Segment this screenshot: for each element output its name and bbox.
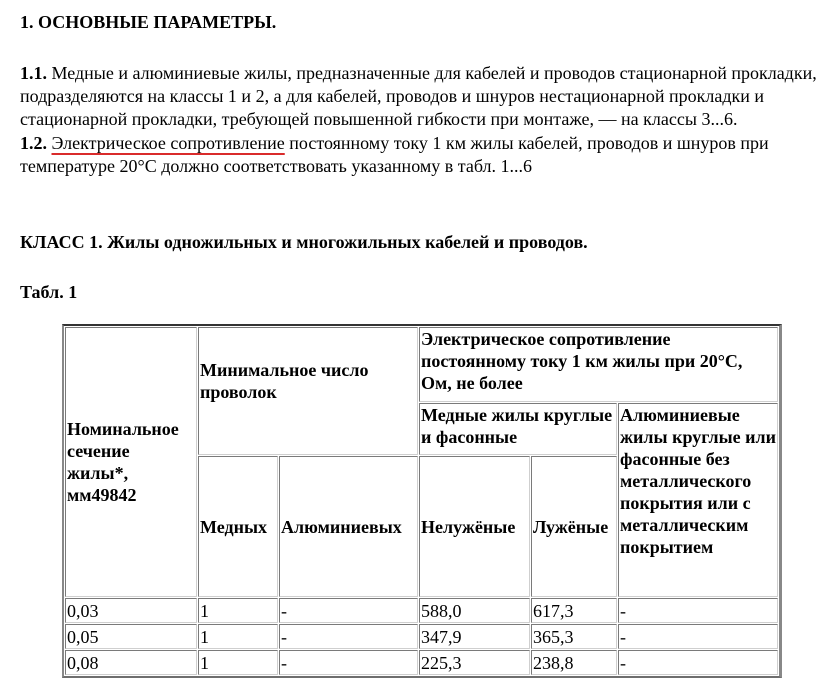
cell-aluminum-wires: -: [279, 624, 418, 649]
cell-section: 0,03: [65, 598, 197, 623]
clause-1-2-text: постоянному току 1 км жилы кабелей, проводов и шнуров при температуре 20°С должно соответствовать указанному в табл. 1...6: [20, 132, 769, 176]
cell-section: 0,05: [65, 624, 197, 649]
cell-tinned: 617,3: [531, 598, 617, 623]
table-row: [65, 598, 778, 623]
header-untinned: Нелужёные: [419, 456, 530, 597]
clause-1-1-text: Медные и алюминиевые жилы, предназначенные для кабелей и проводов стационарной прокладки, подразделяются на классы 1 и 2, а для кабелей, проводов и шнуров нестационарной прокладки и стационарной прокладки, требующей повышенной гибкости при монтаже, — на классы 3...6.: [20, 63, 817, 130]
cell-aluminum-resistance: -: [618, 624, 778, 649]
header-aluminum: Алюминиевых: [279, 456, 418, 597]
resistance-table: [62, 324, 782, 678]
header-resistance: Электрическое сопротивление постоянному току 1 км жилы при 20°С, Ом, не более: [419, 327, 778, 402]
cell-untinned: 225,3: [419, 650, 530, 675]
cell-copper-wires: 1: [198, 624, 278, 649]
cell-tinned: 365,3: [531, 624, 617, 649]
cell-copper-wires: 1: [198, 650, 278, 675]
section-heading: 1. ОСНОВНЫЕ ПАРАМЕТРЫ.: [20, 12, 277, 32]
cell-tinned: 238,8: [531, 650, 617, 675]
clause-1-2-number: 1.2.: [20, 132, 47, 153]
cell-aluminum-resistance: -: [618, 598, 778, 623]
header-nominal-section: Номинальное сечение жилы*, мм49842: [65, 327, 197, 597]
header-tinned: Лужёные: [531, 456, 617, 597]
cell-aluminum-wires: -: [279, 598, 418, 623]
header-min-wires: Минимальное число проволок: [198, 327, 418, 455]
table-label: Табл. 1: [20, 282, 78, 302]
header-copper-cores: Медные жилы круглые и фасонные: [419, 403, 617, 455]
cell-untinned: 347,9: [419, 624, 530, 649]
cell-untinned: 588,0: [419, 598, 530, 623]
parameters-text: [20, 62, 825, 178]
cell-aluminum-resistance: -: [618, 650, 778, 675]
header-aluminum-cores: Алюминиевые жилы круглые или фасонные без металлического покрытия или с металлическим покрытием: [618, 403, 778, 597]
spellcheck-underlined-term[interactable]: Электрическое сопротивление: [51, 132, 285, 153]
cell-copper-wires: 1: [198, 598, 278, 623]
cell-section: 0,08: [65, 650, 197, 675]
class-heading: КЛАСС 1. Жилы одножильных и многожильных кабелей и проводов.: [20, 232, 588, 252]
clause-1-1-number: 1.1.: [20, 63, 47, 83]
table-row: [65, 624, 778, 649]
cell-aluminum-wires: -: [279, 650, 418, 675]
header-copper: Медных: [198, 456, 278, 597]
table-row: [65, 650, 778, 675]
